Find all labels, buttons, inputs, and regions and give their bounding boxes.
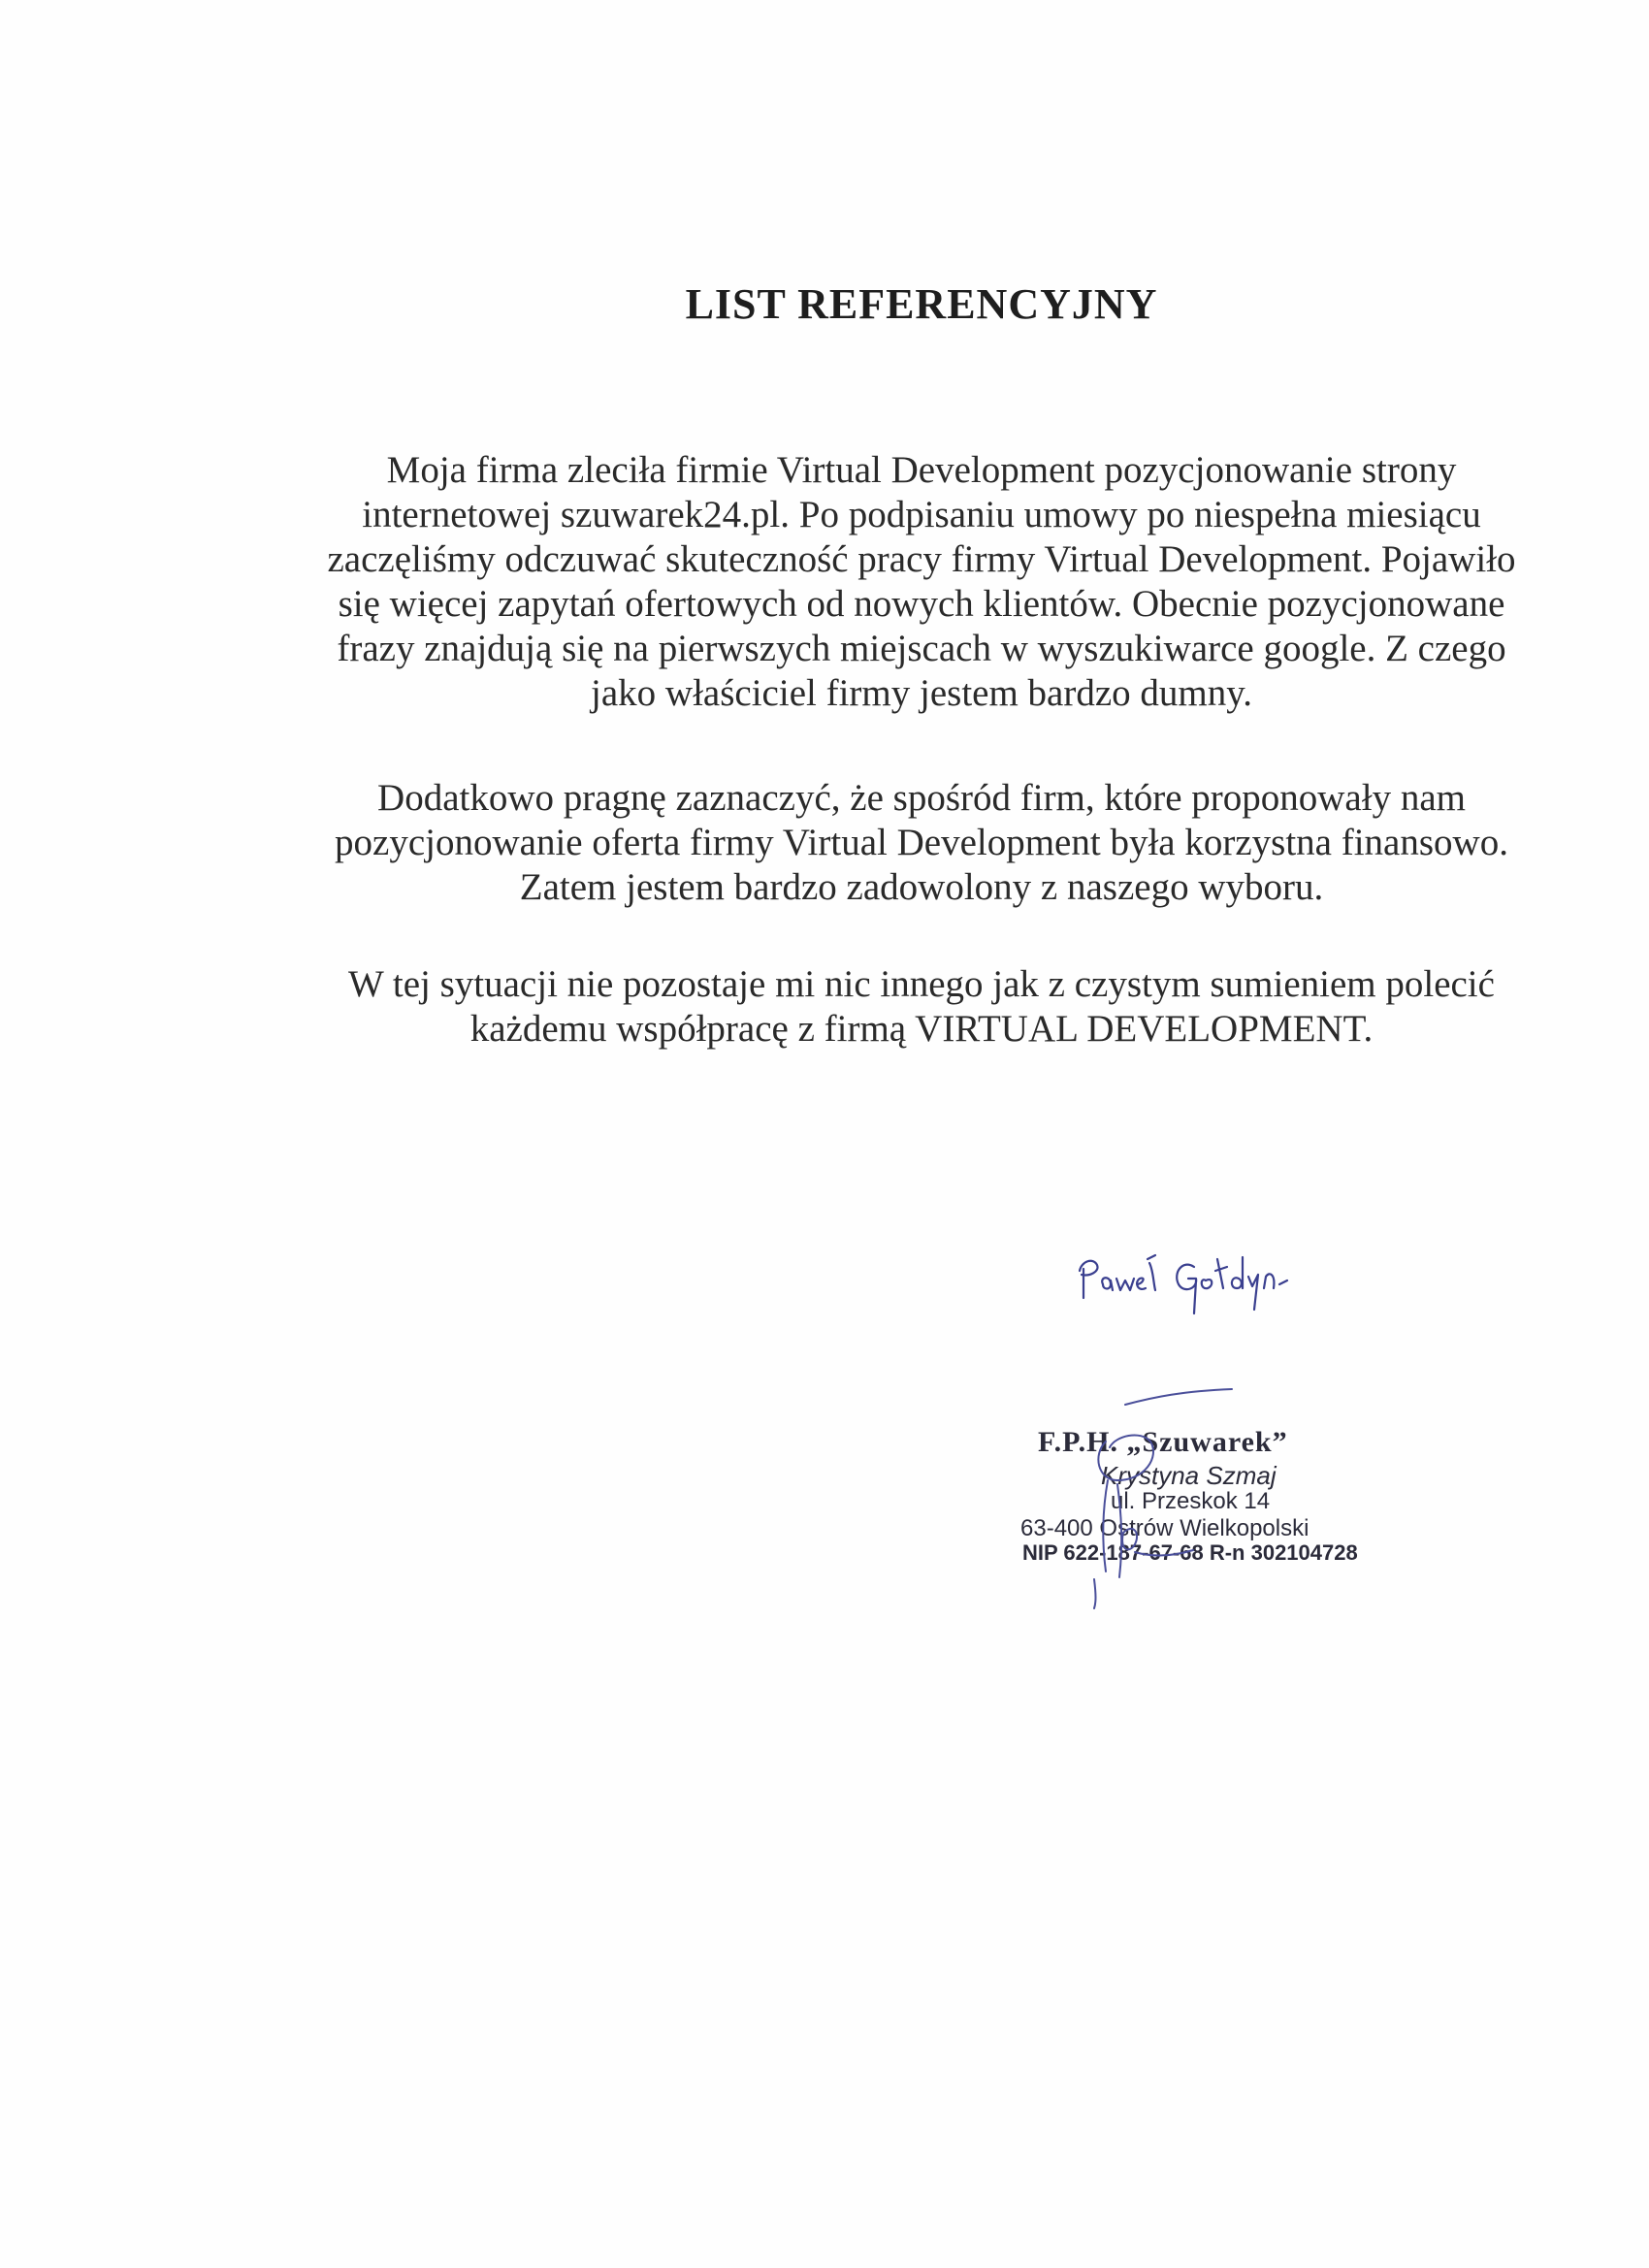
paragraph-1-line: internetowej szuwarek24.pl. Po podpisaniu umowy po niespełna miesiącu [362,494,1481,535]
paragraph-1-line: jako właściciel firmy jestem bardzo dumny. [591,672,1252,714]
paragraph-2 [272,776,1571,910]
paragraph-3-line: każdemu współpracę z firmą VIRTUAL DEVELOPMENT. [469,1008,1374,1050]
paragraph-1-line: zaczęliśmy odczuwać skuteczność pracy firmy Virtual Development. Pojawiło [327,538,1516,580]
stamp-city: 63-400 Ostrów Wielkopolski [1020,1515,1310,1541]
paragraph-1-line: Moja firma zleciła firmie Virtual Development pozycjonowanie strony [386,449,1457,491]
document-title: LIST REFERENCYJNY [685,280,1158,328]
paragraph-3-line: W tej sytuacji nie pozostaje mi nic innego jak z czystym sumieniem polecić [348,963,1495,1005]
paragraph-2-line: pozycjonowanie oferta firmy Virtual Development była korzystna finansowo. [335,822,1508,863]
stamp-owner-name: Krystyna Szmaj [1101,1461,1277,1490]
paragraph-1-line: frazy znajdują się na pierwszych miejscach w wyszukiwarce google. Z czego [337,628,1506,669]
company-stamp [1009,1387,1397,1610]
paragraph-1-line: się więcej zapytań ofertowych od nowych klientów. Obecnie pozycjonowane [338,583,1505,625]
paragraph-2-line: Dodatkowo pragnę zaznaczyć, że spośród firm, które proponowały nam [377,777,1466,819]
paragraph-3 [272,962,1571,1052]
handwritten-signature [1072,1242,1324,1329]
paragraph-1 [272,448,1571,716]
stamp-tax-id: NIP 622-187-67-68 R-n 302104728 [1022,1540,1358,1565]
stamp-street: ul. Przeskok 14 [1111,1488,1271,1514]
paragraph-2-line: Zatem jestem bardzo zadowolony z naszego wyboru. [519,866,1324,908]
stamp-company-name: F.P.H. „Szuwarek” [1038,1426,1288,1458]
